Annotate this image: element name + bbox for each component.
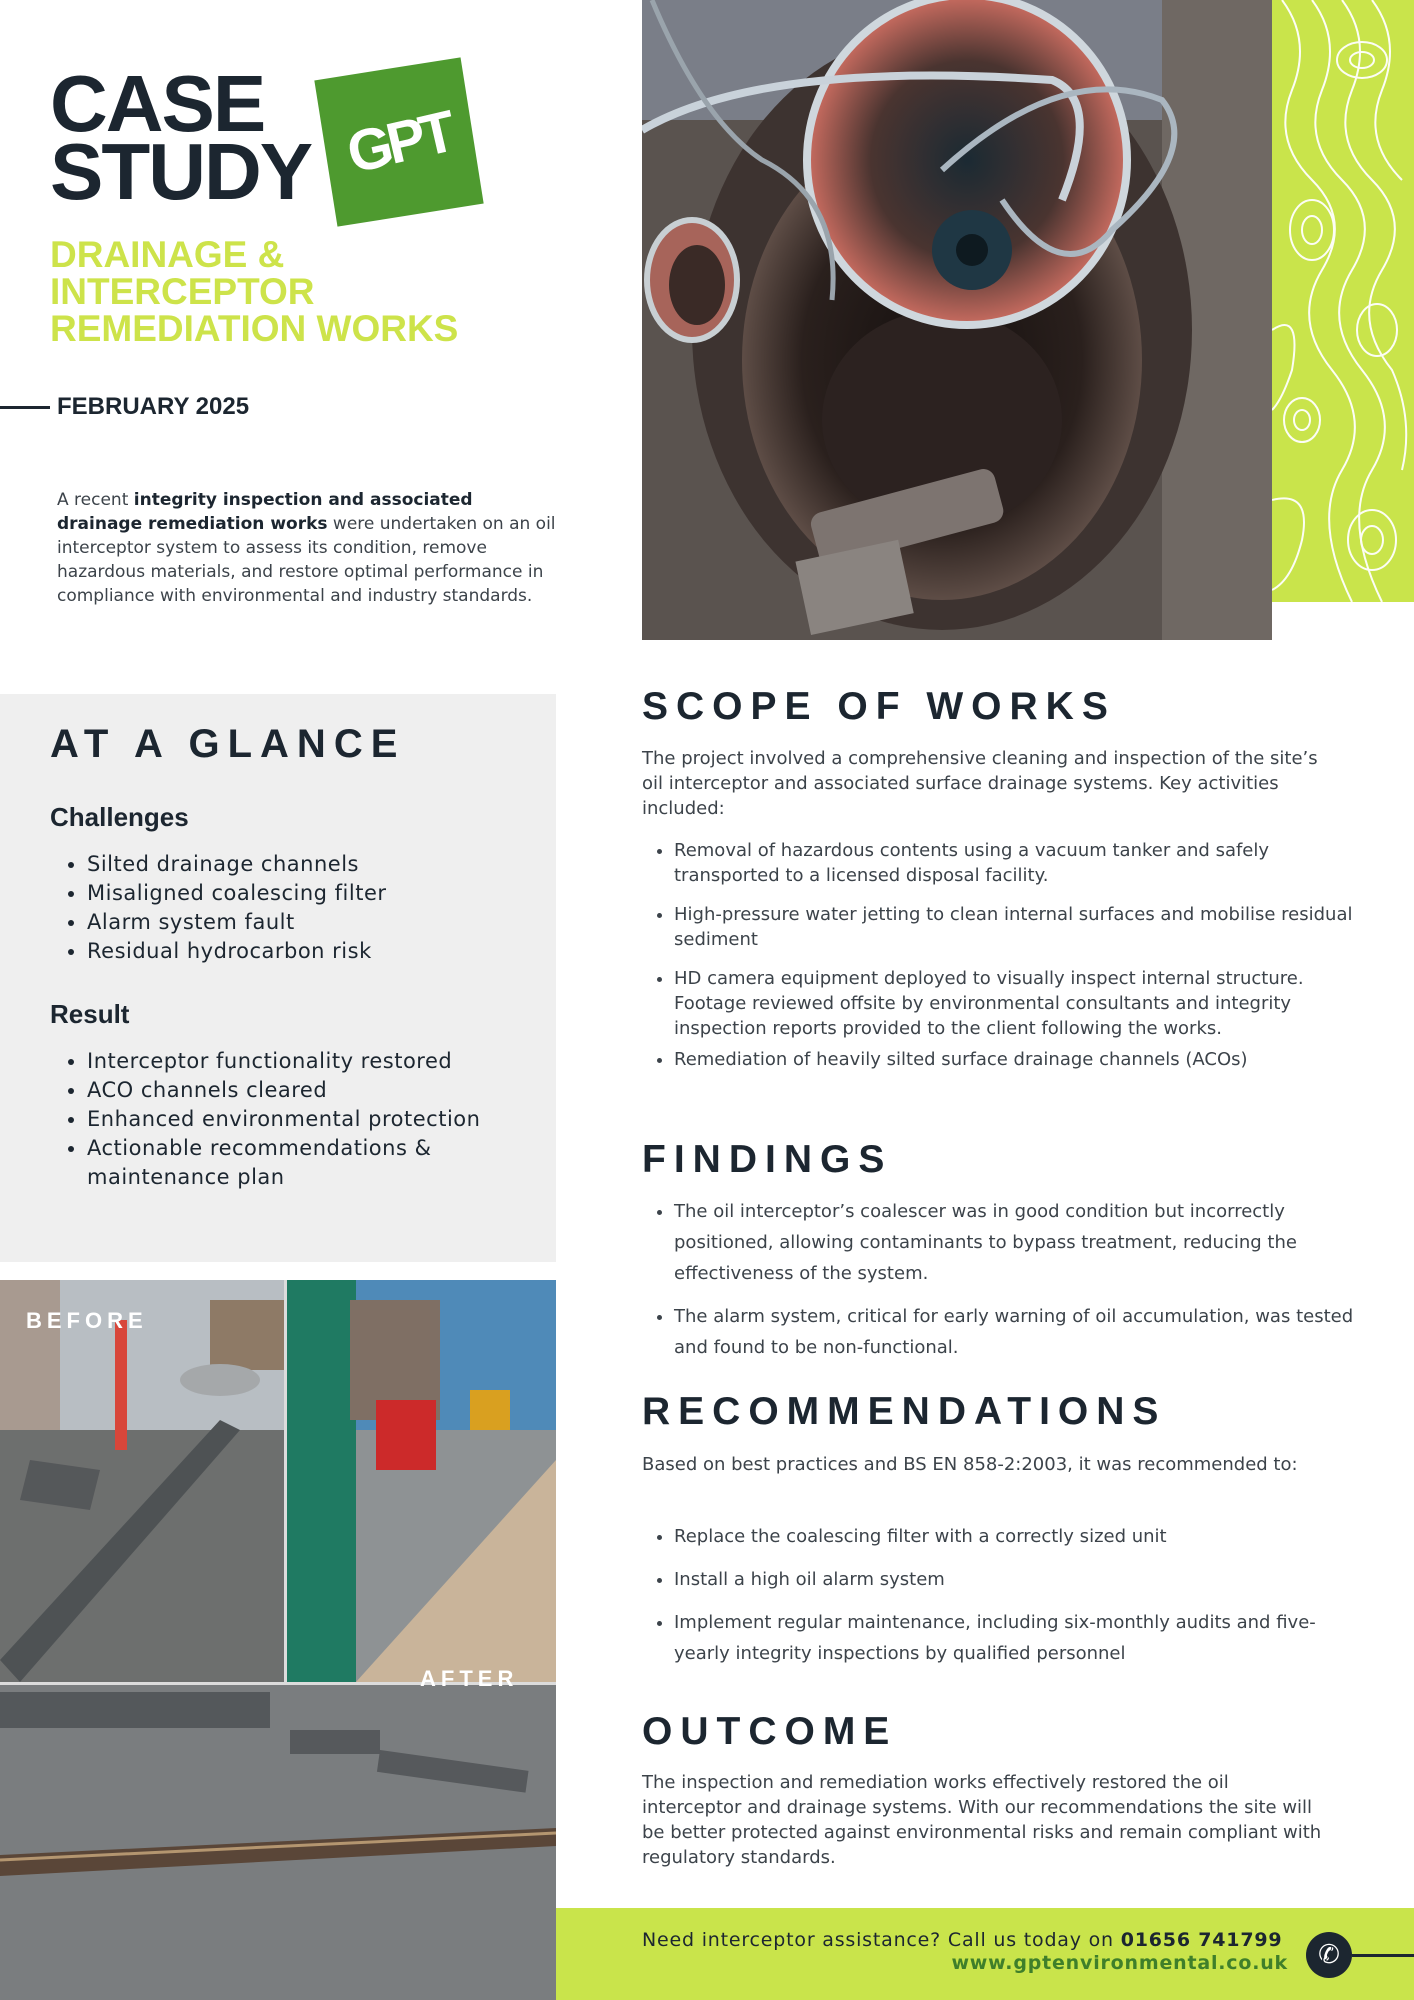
- list-item: • High-pressure water jetting to clean internal surfaces and mobilise residual sediment: [674, 902, 1354, 952]
- before-label: BEFORE: [26, 1308, 148, 1333]
- phone-icon[interactable]: ✆: [1306, 1932, 1352, 1978]
- before-after-photos: [0, 1280, 556, 2000]
- recommendations-heading: RECOMMENDATIONS: [642, 1390, 1167, 1433]
- list-item: • The oil interceptor’s coalescer was in good condition but incorrectly positioned, allowing contaminants to bypass treatment, reducing the effectiveness of the system.: [674, 1196, 1354, 1289]
- before-after-illustration: [0, 1280, 556, 2000]
- list-item: • Replace the coalescing filter with a correctly sized unit: [674, 1521, 1354, 1552]
- outcome-heading: OUTCOME: [642, 1710, 898, 1753]
- intro-bold: integrity inspection and associated drainage remediation works: [57, 490, 473, 534]
- at-a-glance-heading: AT A GLANCE: [50, 722, 406, 766]
- findings-list: [642, 1196, 1354, 1375]
- outcome-text: The inspection and remediation works effectively restored the oil interceptor and drainage systems. With our recommendations the site will be better protected against environmental risks and remain compliant with regulatory standards.: [642, 1772, 1322, 1868]
- cta-text: Need interceptor assistance? Call us today on: [642, 1929, 1121, 1951]
- results-list: [50, 1047, 497, 1192]
- list-item: • Misaligned coalescing filter: [87, 879, 547, 908]
- scope-intro: The project involved a comprehensive cleaning and inspection of the site’s oil interceptor and associated surface drainage systems. Key activities included:: [642, 748, 1318, 819]
- chamber-illustration: [642, 0, 1272, 640]
- gpt-logo: [314, 57, 483, 226]
- recommendations-intro: Based on best practices and BS EN 858-2:2003, it was recommended to:: [642, 1454, 1298, 1475]
- intro-paragraph: [57, 488, 557, 608]
- call-to-action: [642, 1929, 1282, 1951]
- logo-text: GPT: [340, 98, 458, 186]
- list-item: • Interceptor functionality restored: [87, 1047, 497, 1076]
- list-item: • HD camera equipment deployed to visually inspect internal structure. Footage reviewed offsite by environmental consultants and integrity inspection reports provided to the client following the works.: [674, 966, 1354, 1041]
- challenges-heading: Challenges: [50, 802, 189, 832]
- publication-date: FEBRUARY 2025: [57, 393, 250, 420]
- subtitle-line: DRAINAGE &: [50, 234, 285, 275]
- contour-lines: [1272, 0, 1414, 602]
- recommendations-list: [642, 1521, 1354, 1681]
- intro-rest: were undertaken on an oil interceptor system to assess its condition, remove hazardous materials, and restore optimal performance in compliance with environmental and industry standards.: [57, 514, 556, 606]
- list-item: • Residual hydrocarbon risk: [87, 937, 547, 966]
- list-item: • Actionable recommendations & maintenance plan: [87, 1134, 497, 1192]
- list-item: • Silted drainage channels: [87, 850, 547, 879]
- result-heading: Result: [50, 999, 130, 1029]
- date-divider: [0, 406, 50, 409]
- list-item: • Implement regular maintenance, including six-monthly audits and five-yearly integrity inspections by qualified personnel: [674, 1607, 1354, 1669]
- title-line-1: CASE: [50, 59, 265, 148]
- list-item: • Removal of hazardous contents using a vacuum tanker and safely transported to a licensed disposal facility.: [674, 838, 1354, 888]
- list-item: • The alarm system, critical for early warning of oil accumulation, was tested and found to be non-functional.: [674, 1301, 1354, 1363]
- case-study-title: [50, 59, 312, 216]
- footer-divider: [1352, 1954, 1414, 1957]
- findings-heading: FINDINGS: [642, 1138, 893, 1181]
- list-item: • Remediation of heavily silted surface drainage channels (ACOs): [674, 1047, 1354, 1072]
- scope-list: [642, 838, 1354, 1086]
- list-item: • ACO channels cleared: [87, 1076, 497, 1105]
- scope-heading: SCOPE OF WORKS: [642, 685, 1116, 728]
- list-item: • Enhanced environmental protection: [87, 1105, 497, 1134]
- topographic-decoration: [1272, 0, 1414, 602]
- subtitle-line: REMEDIATION WORKS: [50, 308, 459, 349]
- subtitle-line: INTERCEPTOR: [50, 271, 315, 312]
- phone-number[interactable]: 01656 741799: [1120, 1929, 1283, 1951]
- list-item: • Install a high oil alarm system: [674, 1564, 1354, 1595]
- title-line-2: STUDY: [50, 127, 312, 216]
- list-item: • Alarm system fault: [87, 908, 547, 937]
- after-label: AFTER: [420, 1666, 519, 1691]
- challenges-list: [50, 850, 547, 966]
- interceptor-chamber-photo: [642, 0, 1272, 640]
- intro-lead: A recent: [57, 490, 134, 510]
- project-subtitle: [50, 236, 530, 347]
- website-link[interactable]: www.gptenvironmental.co.uk: [951, 1952, 1288, 1974]
